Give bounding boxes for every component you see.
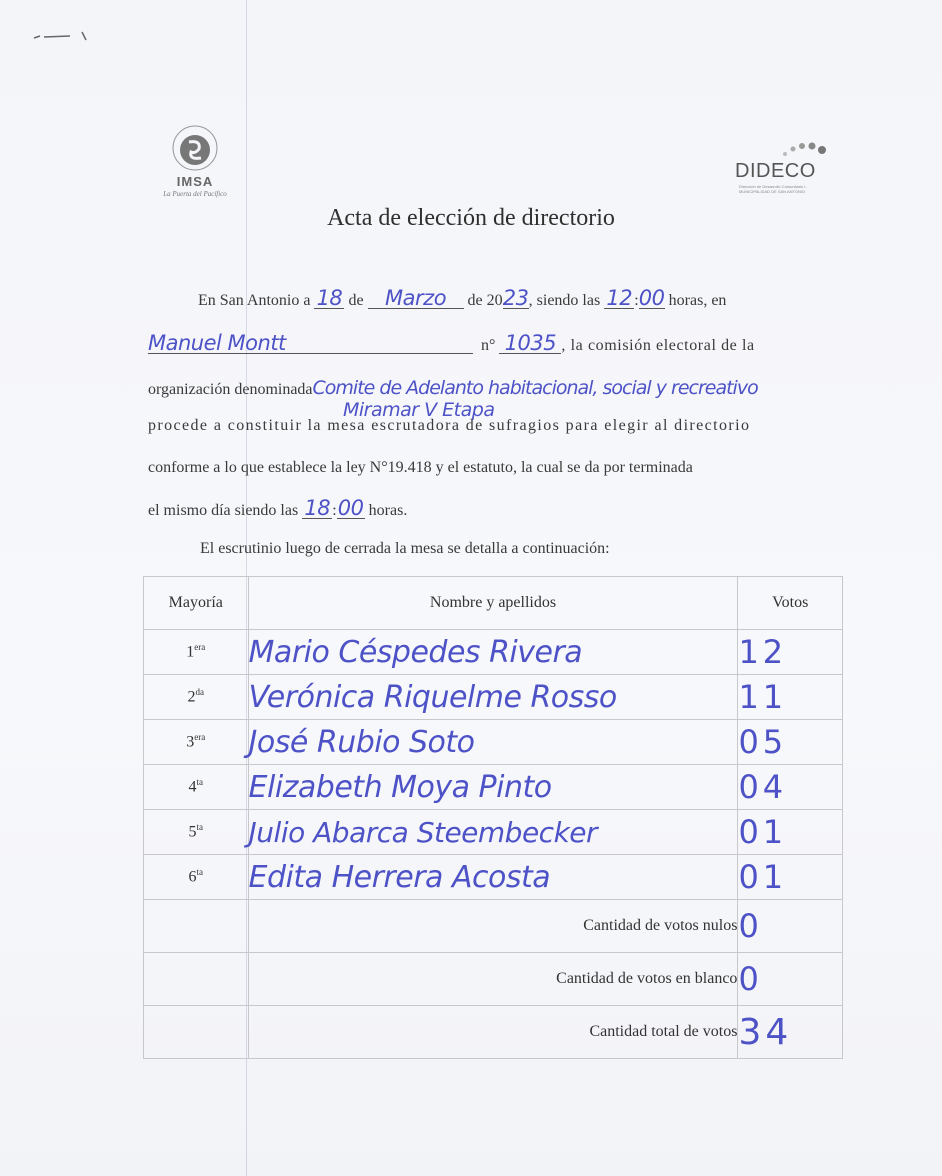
text-segment: n°: [481, 337, 496, 354]
table-row: [144, 675, 843, 720]
rank-cell: $4^{ta}$: [144, 765, 249, 810]
candidate-name[interactable]: Mario Céspedes Rivera: [248, 630, 738, 675]
form-line-7: El escrutinio luego de cerrada la mesa se detalla a continuación:: [200, 540, 610, 557]
organization-field-line2[interactable]: Miramar V Etapa: [343, 399, 495, 421]
null-votes-value[interactable]: 0: [738, 900, 843, 953]
text-segment: horas, en: [668, 292, 727, 309]
text-segment: organización denominada: [148, 381, 313, 398]
candidate-votes[interactable]: 11: [738, 675, 843, 720]
table-row: [144, 810, 843, 855]
table-row: [144, 630, 843, 675]
candidate-name[interactable]: Edita Herrera Acosta: [248, 855, 738, 900]
form-line-5: conforme a lo que establece la ley N°19.418 y el estatuto, la cual se da por terminada: [148, 459, 693, 476]
rank-cell: $5^{ta}$: [144, 810, 249, 855]
total-votes-value[interactable]: 34: [738, 1006, 843, 1059]
candidate-votes[interactable]: 01: [738, 855, 843, 900]
dideco-dots-icon: [735, 138, 830, 162]
rank-cell: $1^{era}$: [144, 630, 249, 675]
dideco-name: DIDECO: [735, 160, 816, 182]
candidate-votes[interactable]: 04: [738, 765, 843, 810]
street-number-field[interactable]: 1035: [499, 333, 561, 354]
candidate-name[interactable]: José Rubio Soto: [248, 720, 738, 765]
null-votes-label: Cantidad de votos nulos: [248, 900, 738, 953]
blank-votes-label: Cantidad de votos en blanco: [248, 953, 738, 1006]
total-votes-label: Cantidad total de votos: [248, 1006, 738, 1059]
text-segment: :: [634, 292, 639, 309]
total-votes-row: [144, 1006, 843, 1059]
table-row: [144, 855, 843, 900]
table-row: [144, 765, 843, 810]
text-segment: , la comisión electoral de la: [561, 337, 755, 354]
candidate-name[interactable]: Elizabeth Moya Pinto: [248, 765, 738, 810]
blank-votes-value[interactable]: 0: [738, 953, 843, 1006]
candidate-votes[interactable]: 05: [738, 720, 843, 765]
candidate-votes[interactable]: 12: [738, 630, 843, 675]
empty-cell: [144, 1006, 249, 1059]
null-votes-row: [144, 900, 843, 953]
table-header-row: [144, 577, 843, 630]
organization-field[interactable]: Comite de Adelanto habitacional, social y recreativo: [312, 377, 758, 399]
rank-cell: $3^{era}$: [144, 720, 249, 765]
blank-votes-row: [144, 953, 843, 1006]
header-votos: Votos: [738, 577, 843, 630]
start-hour-field[interactable]: 12: [604, 288, 634, 309]
text-segment: horas.: [368, 502, 408, 519]
text-segment: , siendo las: [528, 292, 601, 309]
imsa-logo: [145, 122, 245, 202]
start-minute-field[interactable]: 00: [638, 286, 665, 310]
rank-cell: $2^{da}$: [144, 675, 249, 720]
text-segment: En San Antonio a: [198, 292, 311, 309]
candidate-name[interactable]: Julio Abarca Steembecker: [248, 810, 738, 855]
year-field[interactable]: 23: [502, 286, 529, 310]
header-mayoria: Mayoría: [144, 577, 249, 630]
dideco-subtitle: Dirección de Desarrollo Comunitario I. MUNICIPALIDAD DE SAN ANTONIO: [739, 184, 807, 194]
imsa-seal-icon: [145, 122, 245, 174]
text-segment: de: [348, 292, 364, 309]
rank-cell: $6^{ta}$: [144, 855, 249, 900]
form-line-3: [148, 378, 838, 400]
empty-cell: [144, 900, 249, 953]
results-table: [143, 576, 843, 1059]
form-line-1: [148, 288, 888, 311]
imsa-tagline: La Puerta del Pacífico: [163, 190, 227, 198]
month-field[interactable]: Marzo: [368, 288, 464, 309]
end-hour-field[interactable]: 18: [302, 498, 332, 519]
text-segment: procede a constituir la mesa escrutadora de sufragios para elegir al directorio: [148, 417, 751, 434]
form-line-6: [148, 498, 838, 521]
form-line-2: [148, 333, 838, 356]
text-segment: de 20: [467, 292, 503, 309]
day-field[interactable]: 18: [314, 288, 344, 309]
form-line-4: [148, 399, 838, 446]
text-segment: :: [332, 502, 337, 519]
candidate-name[interactable]: Verónica Riquelme Rosso: [248, 675, 738, 720]
street-field[interactable]: Manuel Montt: [148, 333, 473, 354]
table-row: [144, 720, 843, 765]
dideco-logo: [735, 138, 830, 198]
end-minute-field[interactable]: 00: [337, 496, 364, 520]
text-segment: el mismo día siendo las: [148, 502, 299, 519]
header-nombre: Nombre y apellidos: [248, 577, 738, 630]
imsa-name: IMSA: [176, 174, 214, 189]
empty-cell: [144, 953, 249, 1006]
document-title: Acta de elección de directorio: [327, 205, 615, 231]
candidate-votes[interactable]: 01: [738, 810, 843, 855]
scan-mark-icon: [30, 28, 90, 48]
